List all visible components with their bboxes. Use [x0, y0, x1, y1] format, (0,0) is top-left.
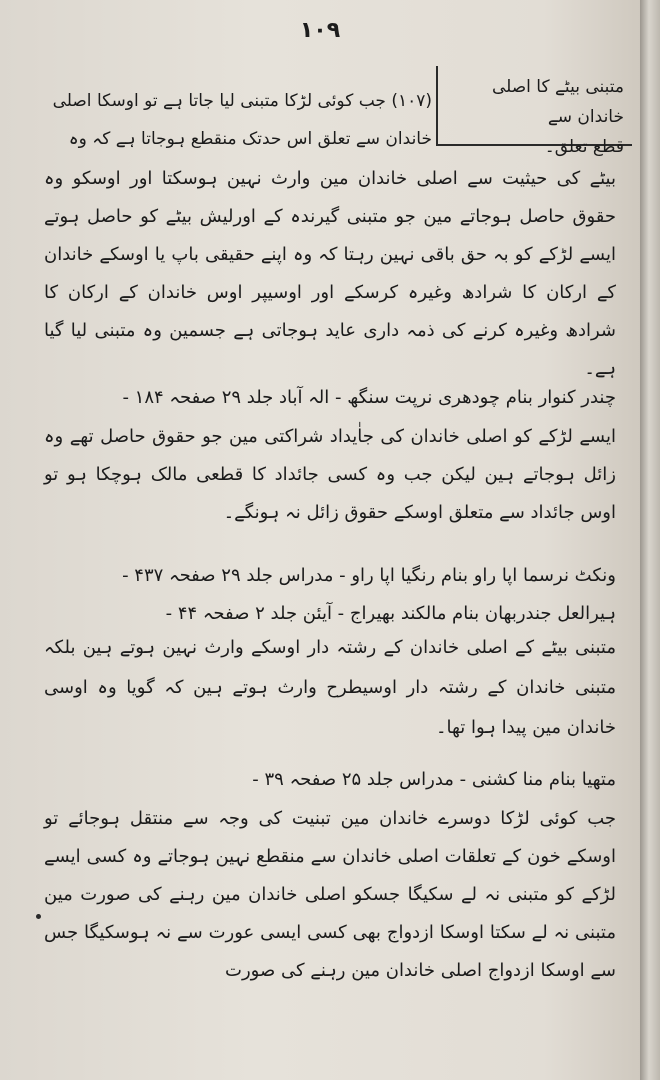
margin-heading	[436, 66, 632, 157]
opening-line-1: (۱۰۷) جب کوئی لڑکا متبنی لیا جاتا ہے تو اوسکا اصلی	[52, 91, 432, 111]
citation-3: ہیرالعل جندربھان بنام مالکند بھیراج - آیئن جلد ۲ صفحہ ۴۴ -	[165, 603, 616, 624]
paragraph-4: جب کوئی لڑکا دوسرے خاندان مین تبنیت کی وجہ سے منتقل ہوجائے تو اوسکے خون کے تعلقات اصلی خاندان سے منقطع نہین ہوجاتے وہ کسی ایسے لڑکے کو متبنی نہ لے سکیگا جسکو اصلی خاندان مین رہنے کی صورت مین متبنی نہ لے سکتا اوسکا ازدواج بھی کسی ایسی عورت سے نہ ہوسکیگا جس سے اوسکا ازدواج اصلی خاندان مین رہنے کی صورت	[44, 808, 616, 981]
margin-heading-line-2: قطع تعلق۔	[544, 137, 624, 157]
citation-2: ونکٹ نرسما اپا راو بنام رنگیا اپا راو - مدراس جلد ۲۹ صفحہ ۴۳۷ -	[122, 565, 616, 586]
citation-1: چندر کنوار بنام چودھری نرپت سنگھ - الہ آباد جلد ۲۹ صفحہ ۱۸۴ -	[122, 387, 616, 408]
page-number: ۱۰۹	[299, 18, 341, 43]
margin-dot	[36, 914, 41, 919]
opening-line-2: خاندان سے تعلق اس حدتک منقطع ہوجاتا ہے کہ وہ	[68, 129, 432, 149]
paragraph-2: ایسے لڑکے کو اصلی خاندان کی جاٰیداد شراکتی مین جو حقوق حاصل تھے وہ زائل ہوجاتے ہین لیکن جب وہ کسی جائداد کا قطعی مالک ہوچکا ہو تو اوس جائداد سے متعلق اوسکے حقوق زائل نہ ہونگے۔	[44, 426, 616, 523]
citation-4: متھیا بنام منا کشنی - مدراس جلد ۲۵ صفحہ ۳۹ -	[252, 769, 616, 790]
paragraph-3: متبنی بیٹے کے اصلی خاندان کے رشتہ دار اوسکے وارث نہین ہوتے ہین بلکہ متبنی خاندان کے رشتہ دار اوسیطرح وارث ہوتے ہین کہ گویا وہ اوسی خاندان مین پیدا ہوا تھا۔	[44, 637, 616, 738]
margin-heading-line-1: متبنی بیٹے کا اصلی خاندان سے	[491, 77, 624, 127]
page-edge	[640, 0, 660, 1080]
paragraph-1: بیٹے کی حیثیت سے اصلی خاندان مین وارث نہین ہوسکتا اور اوسکو وہ حقوق حاصل ہوجاتے مین جو متبنی گیرندہ کے اورلیش بیٹے کو حاصل ہوتے ایسے لڑکے کو بہ حق باقی نہین رہتا کہ وہ اپنے حقیقی باپ یا اوسکے خاندان کے ارکان کا شرادھ وغیرہ کرسکے اور اوسیپر اوس خاندان کے ارکان کا شرادھ وغیرہ کرنے کی ذمہ داری عاید ہوجاتی ہے جسمین وہ متبنی لیا گیا ہے۔	[44, 168, 616, 379]
opening-lines	[40, 82, 432, 158]
